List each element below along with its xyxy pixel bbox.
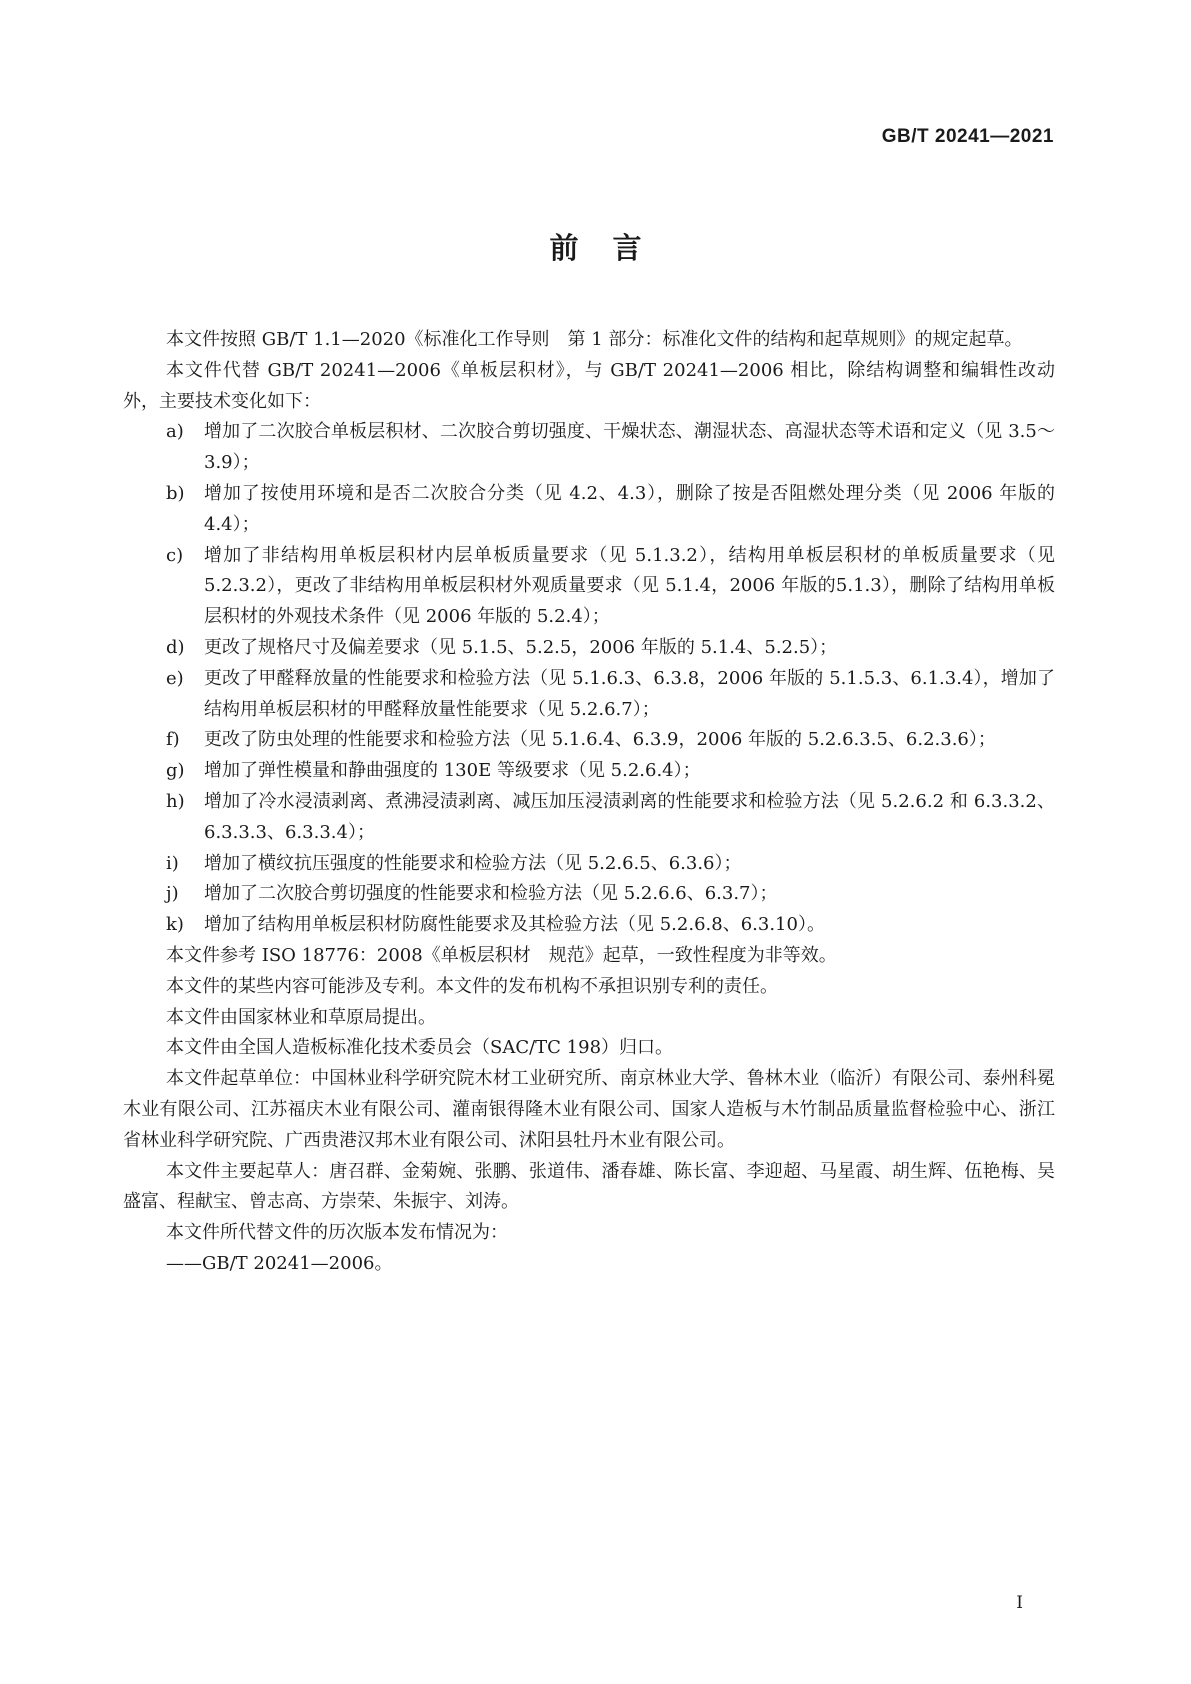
change-marker: k)	[166, 914, 184, 936]
change-text: 增加了二次胶合剪切强度的性能要求和检验方法（见 5.2.6.6、6.3.7）；	[204, 883, 778, 905]
change-marker: b)	[166, 482, 185, 504]
closing-paragraph: 本文件参考 ISO 18776：2008《单板层积材 规范》起草，一致性程度为非等效。	[166, 944, 837, 966]
change-text: 增加了弹性模量和静曲强度的 130E 等级要求（见 5.2.6.4）；	[204, 760, 701, 782]
change-item	[123, 541, 1055, 633]
closing-paragraph: 本文件的某些内容可能涉及专利。本文件的发布机构不承担识别专利的责任。	[166, 975, 778, 997]
change-marker: e)	[166, 667, 184, 689]
version-history-intro: 本文件所代替文件的历次版本发布情况为：	[166, 1222, 508, 1244]
change-marker: a)	[166, 421, 184, 443]
change-marker: d)	[166, 636, 185, 658]
standard-code: GB/T 20241—2021	[881, 126, 1054, 147]
drafting-units-paragraph: 本文件起草单位：中国林业科学研究院木材工业研究所、南京林业大学、鲁林木业（临沂）有限公司、泰州科冕木业有限公司、江苏福庆木业有限公司、灌南银得隆木业有限公司、国家人造板与木竹制品质量监督检验中心、浙江省林业科学研究院、广西贵港汉邦木业有限公司、沭阳县牡丹木业有限公司。	[123, 1068, 1055, 1151]
change-item	[123, 664, 1055, 726]
closing-paragraph: 本文件由国家林业和草原局提出。	[166, 1006, 436, 1028]
change-marker: i)	[166, 852, 179, 874]
change-text: 更改了规格尺寸及偏差要求（见 5.1.5、5.2.5，2006 年版的 5.1.4、5.2.5）；	[204, 636, 838, 658]
change-item	[123, 756, 1055, 787]
change-text: 增加了按使用环境和是否二次胶合分类（见 4.2、4.3），删除了按是否阻燃处理分类（见 2006 年版的 4.4）；	[204, 482, 1055, 535]
change-marker: h)	[166, 790, 185, 812]
document-body	[123, 325, 1055, 1280]
change-text: 更改了甲醛释放量的性能要求和检验方法（见 5.1.6.3、6.3.8，2006 年版的 5.1.5.3、6.1.3.4），增加了结构用单板层积材的甲醛释放量性能要求（见 5.2.6.7）；	[204, 667, 1055, 720]
change-text: 增加了结构用单板层积材防腐性能要求及其检验方法（见 5.2.6.8、6.3.10）。	[204, 914, 825, 936]
page-number: I	[1016, 1593, 1023, 1613]
change-marker: c)	[166, 544, 184, 566]
closing-paragraph: 本文件由全国人造板标准化技术委员会（SAC/TC 198）归口。	[166, 1037, 674, 1059]
change-text: 增加了二次胶合单板层积材、二次胶合剪切强度、干燥状态、潮湿状态、高湿状态等术语和定义（见 3.5～3.9）；	[204, 421, 1055, 474]
change-item	[123, 879, 1055, 910]
change-marker: g)	[166, 760, 185, 782]
drafters-paragraph: 本文件主要起草人：唐召群、金菊婉、张鹏、张道伟、潘春雄、陈长富、李迎超、马星霞、胡生辉、伍艳梅、吴盛富、程献宝、曾志高、方崇荣、朱振宇、刘涛。	[123, 1160, 1055, 1213]
change-item	[123, 787, 1055, 849]
change-item	[123, 417, 1055, 479]
change-item	[123, 725, 1055, 756]
change-text: 增加了横纹抗压强度的性能要求和检验方法（见 5.2.6.5、6.3.6）；	[204, 852, 742, 874]
previous-version-item: ——GB/T 20241—2006。	[166, 1252, 393, 1274]
change-item	[123, 633, 1055, 664]
change-text: 更改了防虫处理的性能要求和检验方法（见 5.1.6.4、6.3.9，2006 年版的 5.2.6.3.5、6.2.3.6）；	[204, 729, 996, 751]
change-item	[123, 849, 1055, 880]
intro-paragraph: 本文件代替 GB/T 20241—2006《单板层积材》，与 GB/T 20241—2006 相比，除结构调整和编辑性改动外，主要技术变化如下：	[123, 359, 1055, 412]
page-title: 前言	[549, 231, 676, 265]
change-marker: j)	[166, 883, 179, 905]
change-text: 增加了非结构用单板层积材内层单板质量要求（见 5.1.3.2），结构用单板层积材的单板质量要求（见 5.2.3.2），更改了非结构用单板层积材外观质量要求（见 5.1.4，2006 年版的5.1.3），删除了结构用单板层积材的外观技术条件（见 2006 年版的 5.2.4）；	[204, 544, 1055, 628]
intro-paragraph: 本文件按照 GB/T 1.1—2020《标准化工作导则 第 1 部分：标准化文件的结构和起草规则》的规定起草。	[166, 329, 1023, 350]
change-item	[123, 479, 1055, 541]
change-item	[123, 910, 1055, 941]
change-text: 增加了冷水浸渍剥离、煮沸浸渍剥离、减压加压浸渍剥离的性能要求和检验方法（见 5.2.6.2 和 6.3.3.2、6.3.3.3、6.3.3.4）；	[204, 790, 1055, 843]
change-marker: f)	[166, 729, 180, 751]
